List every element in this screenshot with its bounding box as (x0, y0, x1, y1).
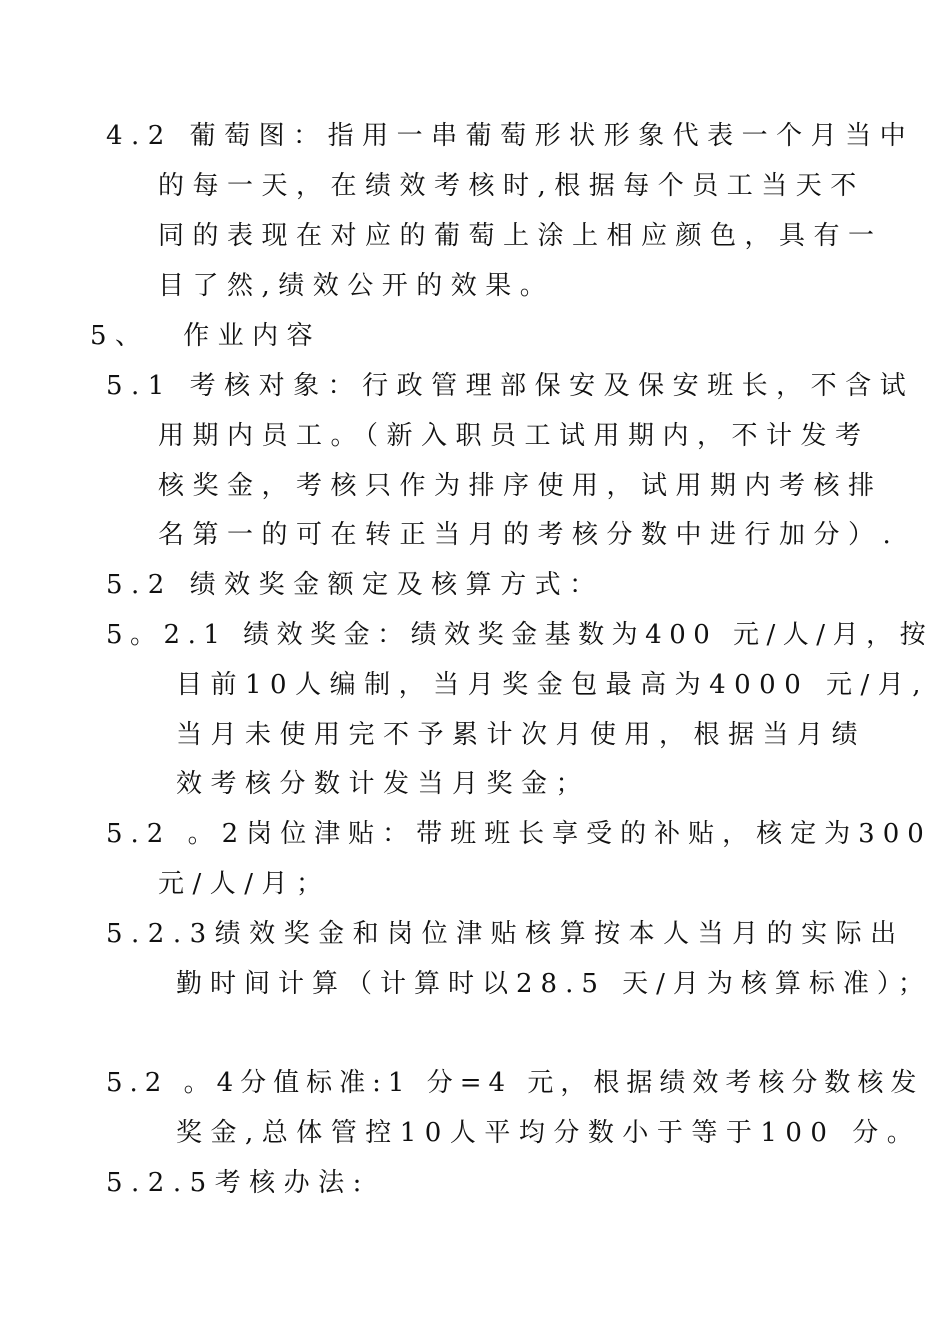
line-5-2-3-start: 5.2.3绩效奖金和岗位津贴核算按本人当月的实际出 (106, 919, 905, 949)
line-4-2-start: 4.2 葡萄图：指用一串葡萄形状形象代表一个月当中 (106, 121, 915, 151)
line-5-2-1-cont2: 当月未使用完不予累计次月使用，根据当月绩 (176, 720, 867, 750)
line-4-2-cont1: 的每一天，在绩效考核时,根据每个员工当天不 (158, 171, 865, 201)
line-5-1-start: 5.1 考核对象：行政管理部保安及保安班长，不含试 (106, 371, 915, 401)
line-5-2-1-cont3: 效考核分数计发当月奖金； (176, 769, 591, 799)
line-5-2-4-start: 5.2 。4分值标准:1 分=4 元，根据绩效考核分数核发 (106, 1068, 924, 1098)
line-5-2-3-cont1: 勤时间计算（计算时以28.5 天/月为核算标准）； (176, 969, 932, 999)
line-5-2-1-start: 5。2.1 绩效奖金：绩效奖金基数为400 元/人/月，按 (106, 620, 934, 650)
line-5-1-cont1: 用期内员工。（新入职员工试用期内，不计发考 (158, 421, 870, 451)
line-5-2-4-cont1: 奖金,总体管控10人平均分数小于等于100 分。 (176, 1118, 922, 1148)
line-5-2-2-cont1: 元/人/月； (158, 869, 331, 899)
line-5-2-5-heading: 5.2.5考核办法: (106, 1168, 370, 1198)
line-5-1-cont2: 核奖金，考核只作为排序使用，试用期内考核排 (158, 471, 883, 501)
line-4-2-cont3: 目了然,绩效公开的效果。 (158, 271, 555, 301)
line-4-2-cont2: 同的表现在对应的葡萄上涂上相应颜色，具有一 (158, 221, 883, 251)
line-5-2-2-start: 5.2 。2岗位津贴：带班班长享受的补贴，核定为300 (106, 819, 932, 849)
section-5-heading: 5、 作业内容 (90, 321, 322, 351)
line-5-2-heading: 5.2 绩效奖金额定及核算方式： (106, 570, 604, 600)
line-5-1-cont3: 名第一的可在转正当月的考核分数中进行加分）. (158, 520, 900, 550)
line-5-2-1-cont1: 目前10人编制，当月奖金包最高为4000 元/月, (176, 670, 930, 700)
